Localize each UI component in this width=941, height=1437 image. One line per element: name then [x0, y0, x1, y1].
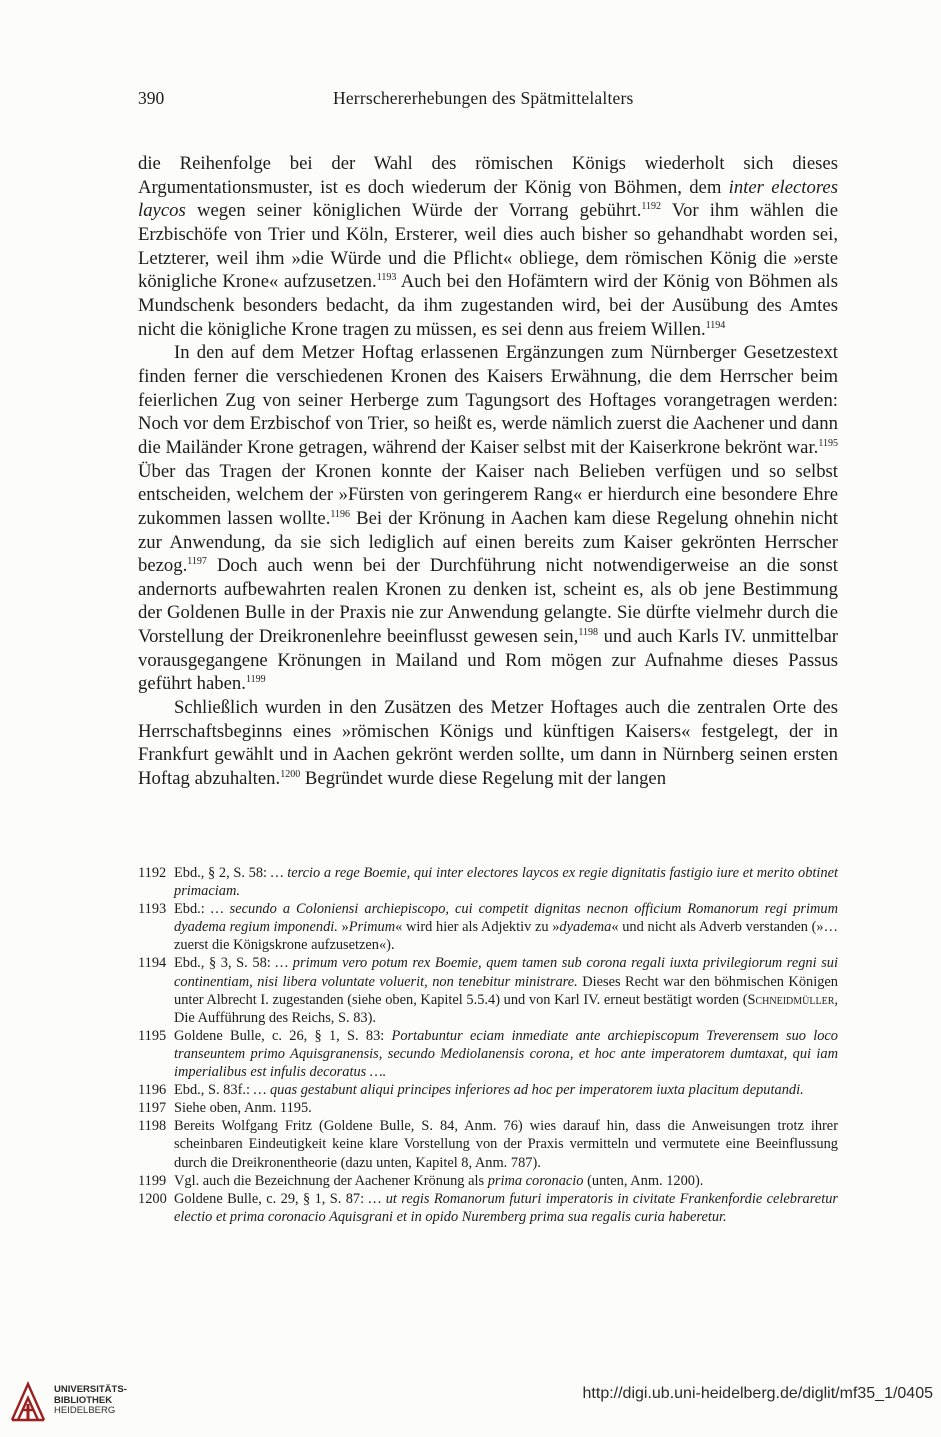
- logo-line: HEIDELBERG: [54, 1405, 116, 1416]
- footnote-ref[interactable]: 1192: [641, 201, 662, 213]
- footnote-ref[interactable]: 1195: [818, 437, 838, 449]
- footnote-1200: 1200 Goldene Bulle, c. 29, § 1, S. 87: … ut regis Romanorum futuri imperatoris in civitate Frankenfordie celebraretur electio et prima coronacio Aquisgrani et in opido Nuremberg prima sua regalis curia haberetur.: [138, 1190, 838, 1225]
- footnote-number: 1198: [138, 1118, 167, 1135]
- source-url[interactable]: http://digi.ub.uni-heidelberg.de/diglit/mf35_1/0405: [582, 1385, 933, 1402]
- footnote-number: 1200: [138, 1190, 167, 1207]
- logo-line: UNIVERSITÄTS-: [54, 1384, 127, 1395]
- footnote-1199: 1199 Vgl. auch die Bezeichnung der Aachener Krönung als prima coronacio (unten, Anm. 1200).: [138, 1172, 704, 1189]
- running-title: Herrschererhebungen des Spätmittelalters: [333, 88, 634, 108]
- footnote-number: 1194: [138, 955, 167, 972]
- footnote-ref[interactable]: 1197: [187, 556, 207, 568]
- footnote-1193: 1193 Ebd.: … secundo a Coloniensi archiepiscopo, cui competit dignitas necnon officium Romanorum regi primum dyadema regium imponendi. »Primum« wird hier als Adjektiv zu »dyadema« und nicht als Adverb verstanden (»… zuerst die Königskrone aufzusetzen«).: [138, 901, 839, 954]
- footnote-1196: 1196 Ebd., S. 83f.: … quas gestabunt aliqui principes inferiores ad hoc per imperatorem iuxta placitum deputandi.: [138, 1082, 804, 1099]
- footnote-ref[interactable]: 1199: [245, 674, 266, 686]
- page-header: [138, 88, 838, 112]
- paragraph-2: In den auf dem Metzer Hoftag erlassenen Ergänzungen zum Nürnberger Gesetzestext finden ferner die verschiedenen Kronen des Kaisers Erwähnung, die dem Herrscher beim feierlichen Zug von seiner Herberge zum Tagungsort des Hoftages vorangetragen werden: Noch vor dem Erzbischof von Trier, so heißt es, werde nämlich zuerst die Aachener und dann die Mailänder Krone getragen, während der Kaiser selbst mit der Kaiserkrone bekrönt war.$^{1195}$ Über das Tragen der Kronen konnte der Kaiser nach Belieben verfügen und so selbst entscheiden, welchem der »Fürsten von geringerem Rang« er hierdurch eine besondere Ehre zukommen lassen wollte.$^{1196}$ Bei der Krönung in Aachen kam diese Regelung ohnehin nicht zur Anwendung, da sie sich lediglich auf einen bereits zum Kaiser gekrönten Herrscher bezog.$^{1197}$ Doch auch wenn bei der Durchführung nicht notwendigerweise an die sonst andernorts aufbewahrten realen Kronen zu denken ist, scheint es, als ob jene Bestimmung der Goldenen Bulle in der Praxis nie zur Anwendung gelangte. Sie dürfte vielmehr durch die Vorstellung der Dreikronenlehre beeinflusst gewesen sein,$^{1198}$ und auch Karls IV. unmittelbar vorausgegangene Krönungen in Mailand und Rom mögen zur Aufnahme dieses Passus geführt haben.$^{1199}$: [138, 342, 838, 695]
- footnote-1194: 1194 Ebd., § 3, S. 58: … primum vero potum rex Boemie, quem tamen sub corona regali iuxta privilegiorum regni sui continentiam, nisi libera voluntate voluerit, non tenebitur ministrare. Dieses Recht war den böhmischen Königen unter Albrecht I. zugestanden (siehe oben, Kapitel 5.5.4) und von Karl IV. erneut bestätigt worden (Schneidmüller, Die Aufführung des Reichs, S. 83).: [138, 955, 838, 1026]
- paragraph-1: die Reihenfolge bei der Wahl des römischen Königs wiederholt sich dieses Argumentationsmuster, ist es doch wiederum der König von Böhmen, dem inter electores laycos wegen seiner königlichen Würde der Vorrang gebührt.$^{1192}$ Vor ihm wählen die Erzbischöfe von Trier und Köln, Ersterer, weil dies auch bisher so gehandhabt worden sei, Letzterer, weil ihm »die Würde und die Pflicht« obliege, dem römischen König die »erste königliche Krone« aufzusetzen.$^{1193}$ Auch bei den Hofämtern wird der König von Böhmen als Mundschenk besonders bedacht, da ihm zugestanden wird, bei der Ausübung des Amtes nicht die königliche Krone tragen zu müssen, es sei denn aus freiem Willen.$^{1194}$: [138, 153, 839, 340]
- body-text: [138, 152, 838, 791]
- footnote-number: 1196: [138, 1082, 167, 1099]
- footnote-number: 1193: [138, 901, 167, 918]
- footnote-number: 1199: [138, 1172, 167, 1189]
- footnote-1198: 1198 Bereits Wolfgang Fritz (Goldene Bulle, S. 84, Anm. 76) wies darauf hin, dass die Anweisungen trotz ihrer scheinbaren Eindeutigkeit keine klare Vorstellung von der Praxis vermitteln und vermutete eine Beeinflussung durch die Dreikronentheorie (dazu unten, Kapitel 8, Anm. 787).: [138, 1118, 838, 1171]
- footnote-number: 1192: [138, 865, 167, 881]
- footnote-1195: 1195 Goldene Bulle, c. 26, § 1, S. 83: Portabuntur eciam inmediate ante archiepiscopum Treverensem suo loco transeuntem primo Aquisgranensis, secundo Mediolanensis corona, et hoc ante imperatorem dumtaxat, qui iam imperialibus est infulis decoratus ….: [138, 1027, 838, 1081]
- footnote-1192: 1192 Ebd., § 2, S. 58: … tercio a rege Boemie, qui inter electores laycos ex regie dignitatis fastigio iure et merito obtinet primaciam.: [138, 865, 838, 900]
- footnote-number: 1197: [138, 1100, 167, 1117]
- footnote-ref[interactable]: 1200: [280, 769, 301, 781]
- footnote-ref[interactable]: 1196: [330, 508, 351, 520]
- library-emblem-icon: [8, 1380, 48, 1424]
- footnote-number: 1195: [138, 1027, 167, 1044]
- paragraph-3: Schließlich wurden in den Zusätzen des Metzer Hoftages auch die zentralen Orte des Herrschaftsbeginns eines »römischen Königs und künftigen Kaisers« festgelegt, der in Frankfurt gewählt und in Aachen gekrönt werden sollte, um dann in Nürnberg seinen ersten Hoftag abzuhalten.$^{1200}$ Begründet wurde diese Regelung mit der langen: [138, 697, 838, 790]
- footnote-1197: 1197 Siehe oben, Anm. 1195.: [138, 1100, 312, 1117]
- page-number: 390: [138, 88, 165, 108]
- footnotes: [138, 864, 838, 1226]
- library-logo[interactable]: [8, 1380, 148, 1424]
- footnote-ref[interactable]: 1194: [705, 319, 726, 331]
- footnote-ref[interactable]: 1193: [376, 272, 397, 284]
- logo-line: BIBLIOTHEK: [54, 1394, 113, 1406]
- footnote-ref[interactable]: 1198: [578, 627, 598, 639]
